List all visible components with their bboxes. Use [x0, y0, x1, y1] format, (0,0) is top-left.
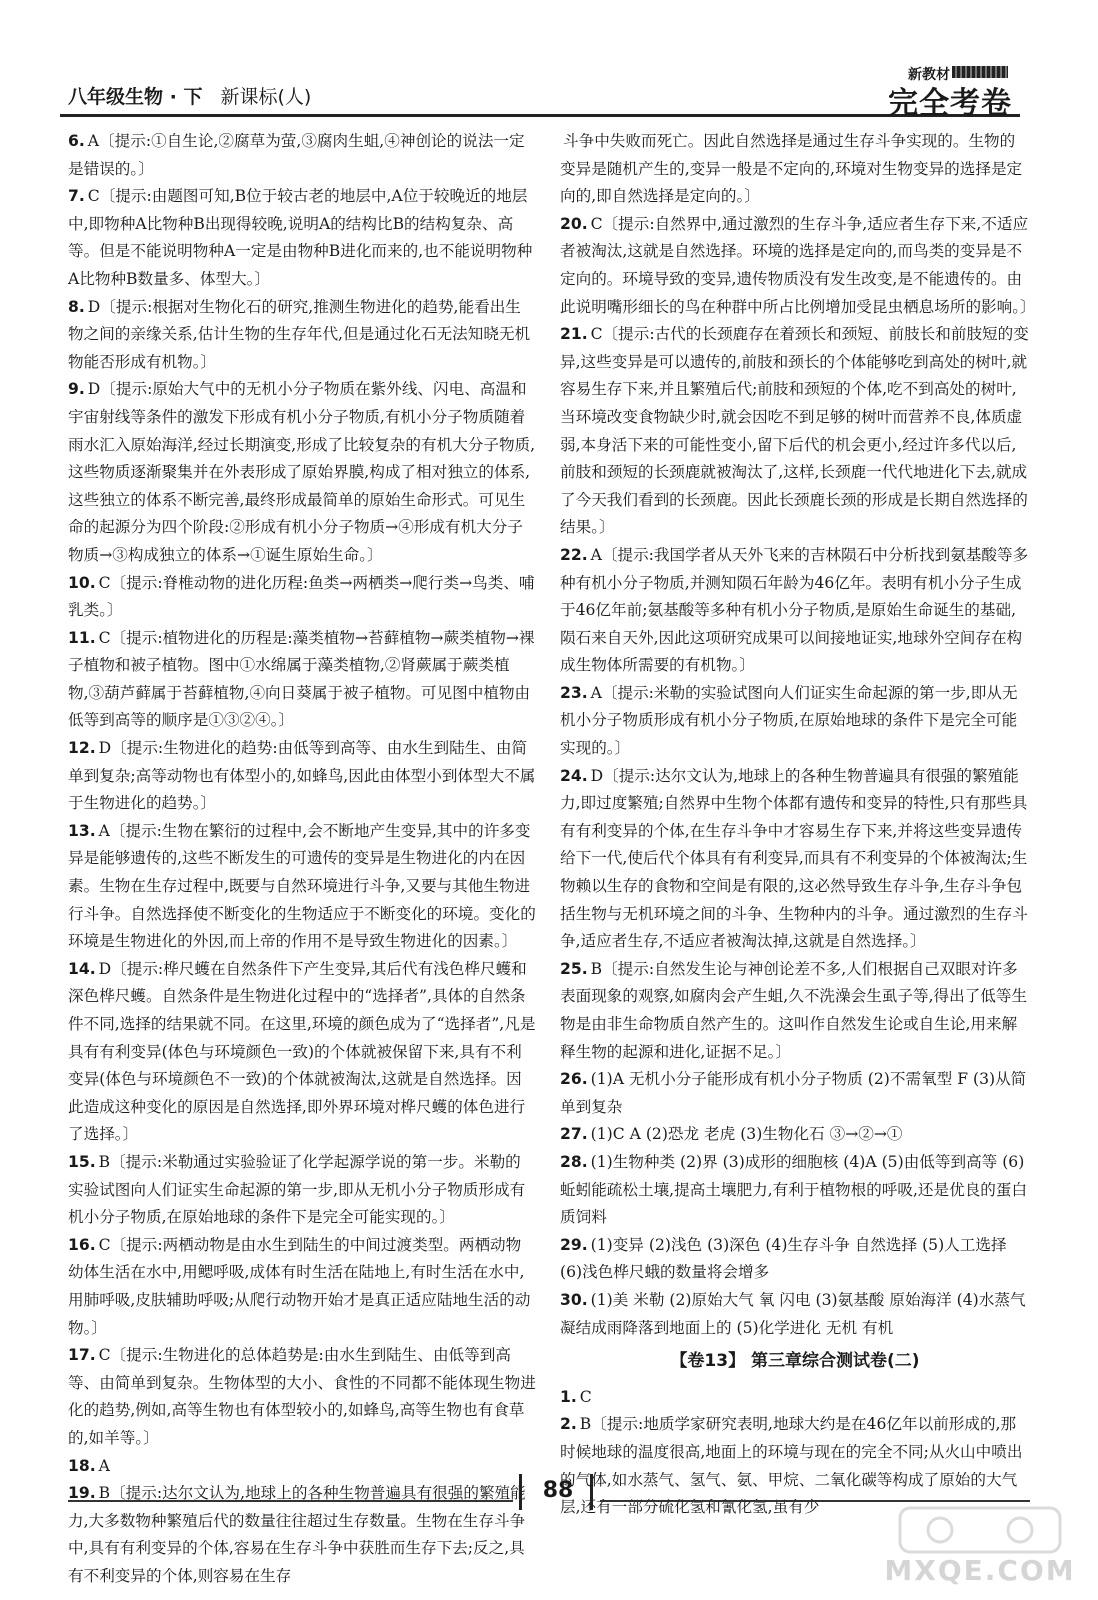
answer-item: 14. D〔提示:桦尺蠖在自然条件下产生变异,其后代有浅色桦尺蠖和深色桦尺蠖。自然条件是生物进化过程中的“选择者”,具体的自然条件不同,选择的结果就不同。在这里,环境的颜色成为了“选择者”,凡是具有有利变异(体色与环境颜色一致)的个体就被保留下来,具有不利变异(体色与环境颜色不一致)的个体就被淘汰,这就是自然选择。因此造成这种变化的原因是自然选择,即外界环境对桦尺蠖的体色进行了选择。〕 — [68, 959, 536, 1144]
answer-item: 7. C〔提示:由题图可知,B位于较古老的地层中,A位于较晚近的地层中,即物种A比物种B出现得较晚,说明A的结构比B的结构复杂、高等。但是不能说明物种A一定是由物种B进化而来的,也不能说明物种A比物种B数量多、体型大。〕 — [68, 187, 533, 288]
answer-item: 12. D〔提示:生物进化的趋势:由低等到高等、由水生到陆生、由简单到复杂;高等动物也有体型小的,如蜂鸟,因此由体型小到体型大不属于生物进化的趋势。〕 — [68, 739, 536, 813]
answer-item: 斗争中失败而死亡。因此自然选择是通过生存斗争实现的。生物的变异是随机产生的,变异一般是不定向的,环境对生物变异的选择是定向的,即自然选择是定向的。〕 — [560, 132, 1023, 206]
page-number: 88 — [542, 1478, 574, 1503]
answer-item: 11. C〔提示:植物进化的历程是:藻类植物→苔藓植物→蕨类植物→裸子植物和被子植物。图中①水绵属于藻类植物,②肾蕨属于蕨类植物,③葫芦藓属于苔藓植物,④向日葵属于被子植物。可见图中植物由低等到高等的顺序是①③②④。〕 — [68, 628, 535, 730]
answer-item: 20. C〔提示:自然界中,通过激烈的生存斗争,适应者生存下来,不适应者被淘汰,这就是自然选择。环境的选择是定向的,而鸟类的变异是不定向的。环境导致的变异,遗传物质没有发生改变,是不能遗传的。由此说明嘴形细长的鸟在种群中所占比例增加受昆虫栖息场所的影响。〕 — [560, 214, 1036, 316]
answer-item: 9. D〔提示:原始大气中的无机小分子物质在紫外线、闪电、高温和宇宙射线等条件的激发下形成有机小分子物质,有机小分子物质随着雨水汇入原始海洋,经过长期演变,形成了比较复杂的有机大分子物质,这些物质逐渐聚集并在外表形成了原始界膜,构成了相对独立的体系,这些独立的体系不断完善,最终形成最简单的原始生命形式。可见生命的起源分为四个阶段:②形成有机小分子物质→④形成有机大分子物质→③构成独立的体系→①诞生原始生命。〕 — [68, 380, 536, 564]
section-heading — [560, 1348, 1030, 1376]
answer-item: 18. A — [68, 1456, 110, 1475]
answer-item: 21. C〔提示:古代的长颈鹿存在着颈长和颈短、前肢长和前肢短的变异,这些变异是可以遗传的,前肢和颈长的个体能够吃到高处的树叶,就容易生存下来,并且繁殖后代;前肢和颈短的个体,吃不到高处的树叶,当环境改变食物缺少时,就会因吃不到足够的树叶而营养不良,体质虚弱,本身活下来的可能性变小,留下后代的机会更小,经过许多代以后,前肢和颈短的长颈鹿就被淘汰了,这样,长颈鹿一代代地进化下去,就成了今天我们看到的长颈鹿。因此长颈鹿长颈的形成是长期自然选择的结果。〕 — [560, 325, 1029, 537]
subject-title: 八年级生物 · 下 — [68, 86, 203, 108]
watermark-text: MXQE.COM — [884, 1554, 1076, 1587]
page-header — [60, 62, 1020, 121]
section-label: 【卷13】 — [670, 1351, 746, 1372]
answer-item: 30. (1)美 米勒 (2)原始大气 氧 闪电 (3)氨基酸 原始海洋 (4)水蒸气凝结成雨降落到地面上的 (5)化学进化 无机 有机 — [560, 1290, 1026, 1337]
footer-tick-left — [519, 1474, 522, 1510]
answer-item: 17. C〔提示:生物进化的总体趋势是:由水生到陆生、由低等到高等、由简单到复杂。生物体型的大小、食性的不同都不能体现生物进化的趋势,例如,高等生物也有体型较小的,如蜂鸟,高等生物也有食草的,如羊等。〕 — [68, 1346, 536, 1447]
answer-item: 29. (1)变异 (2)浅色 (3)深色 (4)生存斗争 自然选择 (5)人工选择 (6)浅色桦尺蛾的数量将会增多 — [560, 1235, 1007, 1282]
footer-tick-right — [590, 1474, 593, 1510]
brand-bar-graphic — [952, 66, 1008, 78]
answer-item: 27. (1)C A (2)恐龙 老虎 (3)生物化石 ③→②→① — [560, 1125, 903, 1144]
answer-item: 1. C — [560, 1387, 592, 1406]
curriculum-standard: 新课标(人) — [220, 86, 312, 108]
right-column — [560, 128, 1036, 1522]
answer-item: 19. B〔提示:达尔文认为,地球上的各种生物普遍具有很强的繁殖能力,大多数物种繁殖后代的数量往往超过生存数量。生物在生存斗争中,具有有利变异的个体,容易在生存斗争中获胜而生存下去;反之,具有不利变异的个体,则容易在生存 — [68, 1484, 526, 1585]
answer-item: 15. B〔提示:米勒通过实验验证了化学起源学说的第一步。米勒的实验试图向人们证实生命起源的第一步,即从无机小分子物质形成有机小分子物质,在原始地球的条件下是完全可能实现的。〕 — [68, 1152, 526, 1227]
answer-item: 22. A〔提示:我国学者从天外飞来的吉林陨石中分析找到氨基酸等多种有机小分子物质,并测知陨石年龄为46亿年。表明有机小分子生成于46亿年前;氨基酸等多种有机小分子物质,是原始生命诞生的基础,陨石来自天外,因此这项研究成果可以间接地证实,地球外空间存在构成生物体所需要的有机物。〕 — [560, 545, 1029, 675]
brand-main-text: 完全考卷 — [888, 86, 1012, 121]
answer-item: 10. C〔提示:脊椎动物的进化历程:鱼类→两栖类→爬行类→鸟类、哺乳类。〕 — [68, 573, 535, 620]
brand-small-text: 新教材 — [908, 67, 950, 83]
answer-item: 25. B〔提示:自然发生论与神创论差不多,人们根据自己双眼对许多表面现象的观察,如腐肉会产生蛆,久不洗澡会生虱子等,得出了低等生物是由非生命物质自然产生的。这叫作自然发生论或自生论,用来解释生物的起源和进化,证据不足。〕 — [560, 959, 1028, 1061]
answer-item: 8. D〔提示:根据对生物化石的研究,推测生物进化的趋势,能看出生物之间的亲缘关系,估计生物的生存年代,但是通过化石无法知晓无机物能否形成有机物。〕 — [68, 297, 531, 371]
answer-item: 24. D〔提示:达尔文认为,地球上的各种生物普遍具有很强的繁殖能力,即过度繁殖;自然界中生物个体都有遗传和变异的特性,只有那些具有有利变异的个体,在生存斗争中才容易生存下来,并将这些变异遗传给下一代,使后代个体具有有利变异,而具有不利变异的个体被淘汰;生物赖以生存的食物和空间是有限的,这必然导致生存斗争,生存斗争包括生物与无机环境之间的斗争、生物种内的斗争。通过激烈的生存斗争,适应者生存,不适应者被淘汰掉,这就是自然选择。〕 — [560, 766, 1028, 951]
answer-item: 26. (1)A 无机小分子能形成有机小分子物质 (2)不需氧型 F (3)从简单到复杂 — [560, 1070, 1027, 1116]
answer-item: 16. C〔提示:两栖动物是由水生到陆生的中间过渡类型。两栖动物幼体生活在水中,用鳃呼吸,成体有时生活在陆地上,有时生活在水中,用肺呼吸,皮肤辅助呼吸;从爬行动物开始才是真正适应陆地生活的动物。〕 — [68, 1235, 531, 1337]
watermark-graphic — [880, 1500, 1080, 1560]
header-subject — [68, 82, 311, 109]
answer-item: 23. A〔提示:米勒的实验试图向人们证实生命起源的第一步,即从无机小分子物质形成有机小分子物质,在原始地球的条件下是完全可能实现的。〕 — [560, 683, 1018, 758]
answer-item: 6. A〔提示:①自生论,②腐草为萤,③腐肉生蛆,④神创论的说法一定是错误的。〕 — [68, 132, 525, 178]
answer-item: 2. B〔提示:地质学家研究表明,地球大约是在46亿年以前形成的,那时候地球的温度很高,地面上的环境与现在的完全不同;从火山中喷出的气体,如水蒸气、氢气、氨、甲烷、二氧化碳等构成了原始的大气层,还有一部分硫化氢和氰化氢,虽有少 — [560, 1415, 1023, 1517]
answer-item: 28. (1)生物种类 (2)界 (3)成形的细胞核 (4)A (5)由低等到高等 (6)蚯蚓能疏松土壤,提高土壤肥力,有利于植物根的呼吸,还是优良的蛋白质饲料 — [560, 1152, 1028, 1227]
footer-rule-left — [68, 1500, 513, 1502]
watermark-logo — [880, 1500, 1080, 1590]
left-column — [68, 128, 536, 1590]
answer-item: 13. A〔提示:生物在繁衍的过程中,会不断地产生变异,其中的许多变异是能够遗传的,这些不断发生的可遗传的变异是生物进化的内在因素。生物在生存过程中,既要与自然环境进行斗争,又要与其他生物进行斗争。自然选择使不断变化的生物适应于不断变化的环境。变化的环境是生物进化的外因,而上帝的作用不是导致生物进化的因素。〕 — [68, 821, 536, 951]
section-title: 第三章综合测试卷(二) — [751, 1351, 920, 1372]
